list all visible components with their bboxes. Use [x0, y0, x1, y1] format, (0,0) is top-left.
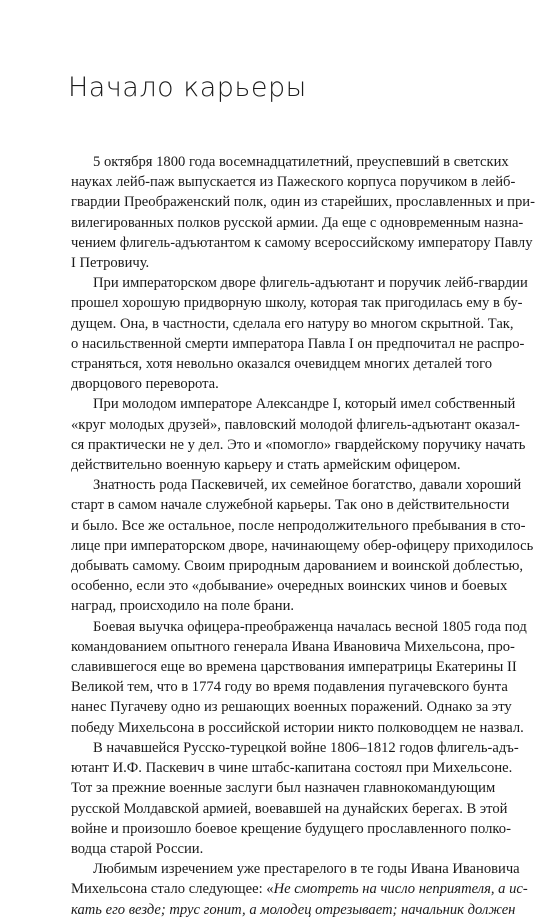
text-line: вилегированных полков русской армии. Да еще с одновременным назна- — [71, 214, 524, 231]
text-line: чением флигель-адъютантом к самому всероссийскому императору Павлу — [71, 234, 533, 251]
text-line: добывать самому. Своим природным дарованием и воинской доблестью, — [71, 558, 524, 575]
text-line: При молодом императоре Александре I, который имел собственный — [93, 396, 516, 413]
text-line — [71, 879, 528, 899]
text-line: гвардии Преображенский полк, один из старейших, прославленных и при- — [71, 194, 535, 211]
text-line: действительно военную карьеру и стать армейским офицером. — [71, 457, 461, 474]
text-line: о насильственной смерти императора Павла I он предпочитал не распро- — [71, 335, 525, 352]
paragraph-2 — [71, 273, 528, 394]
text-line: дущем. Она, в частности, сделала его натуру во многом скрытной. Так, — [71, 315, 514, 332]
text-line: лице при императорском дворе, начинающему обер-офицеру приходилось — [71, 537, 534, 554]
paragraph-1 — [71, 152, 535, 273]
text-line: дворцового переворота. — [71, 376, 219, 393]
text-line: и было. Все же остальное, после непродолжительного пребывания в сто- — [71, 517, 526, 534]
text-line: Любимым изречением уже престарелого в те годы Ивана Ивановича — [93, 861, 520, 878]
paragraph-4 — [71, 475, 534, 616]
text-line: Великой тем, что в 1774 году во время подавления пугачевского бунта — [71, 679, 508, 696]
text-line: 5 октября 1800 года восемнадцатилетний, преуспевший в светских — [93, 154, 509, 170]
text-line: командованием опытного генерала Ивана Ивановича Михельсона, про- — [71, 638, 515, 655]
text-line: русской Молдавской армией, воевавшей на дунайских берегах. В этой — [71, 800, 508, 817]
text-line: наград, происходило на поле брани. — [71, 598, 295, 615]
paragraph-5 — [71, 617, 527, 738]
text-line: нанес Пугачеву одно из решающих военных поражений. Однако за эту — [71, 699, 512, 716]
text-line: Боевая выучка офицера-преображенца началась весной 1805 года под — [93, 618, 527, 635]
text-line: науках лейб-паж выпускается из Пажеского корпуса поручиком в лейб- — [71, 174, 516, 191]
text-line: славившегося еще во времена царствования императрицы Екатерины II — [71, 659, 517, 676]
text-line: победу Михельсона в российской истории никто полководцем не назвал. — [71, 719, 524, 736]
text-line: Тот за прежние военные заслуги был назначен главнокомандующим — [71, 780, 496, 797]
text-line: ся практически не у дел. Это и «помогло» гвардейскому поручику начать — [71, 436, 526, 453]
text-line: страняться, хотя невольно оказался очевидцем многих деталей того — [71, 356, 493, 373]
text-line: войне и произошло боевое крещение будущего прославленного полко- — [71, 820, 511, 837]
text-line: При императорском дворе флигель-адъютант и поручик лейб-гвардии — [93, 275, 528, 292]
text-line: В начавшейся Русско-турецкой войне 1806–1812 годов флигель-адъ- — [93, 739, 519, 756]
paragraph-7 — [71, 859, 528, 920]
text-italic-quote: Не смотреть на число неприятеля, а ис- — [273, 881, 528, 898]
text-line: «круг молодых друзей», павловский молодой флигель-адъютант оказал- — [71, 416, 520, 433]
text-line: старт в самом начале служебной карьеры. Так оно в действительности — [71, 497, 510, 514]
text-line: особенно, если это «добывание» очередных воинских чинов и боевых — [71, 578, 508, 595]
chapter-body — [71, 152, 535, 920]
text-line: I Петровичу. — [71, 255, 150, 272]
chapter-title: Начало карьеры — [68, 72, 307, 103]
text-line: Знатность рода Паскевичей, их семейное богатство, давали хороший — [93, 477, 522, 494]
text-normal: Михельсона стало следующее: « — [71, 881, 274, 898]
paragraph-3 — [71, 394, 526, 475]
text-line: ютант И.Ф. Паскевич в чине штабс-капитана состоял при Михельсоне. — [71, 760, 513, 777]
text-line-italic-quote: кать его везде; трус гонит, а молодец отрезывает; начальник должен — [71, 901, 516, 918]
text-line: водца старой России. — [71, 840, 204, 857]
text-line: прошел хорошую придворную школу, которая так пригодилась ему в бу- — [71, 295, 523, 312]
paragraph-6 — [71, 738, 519, 859]
